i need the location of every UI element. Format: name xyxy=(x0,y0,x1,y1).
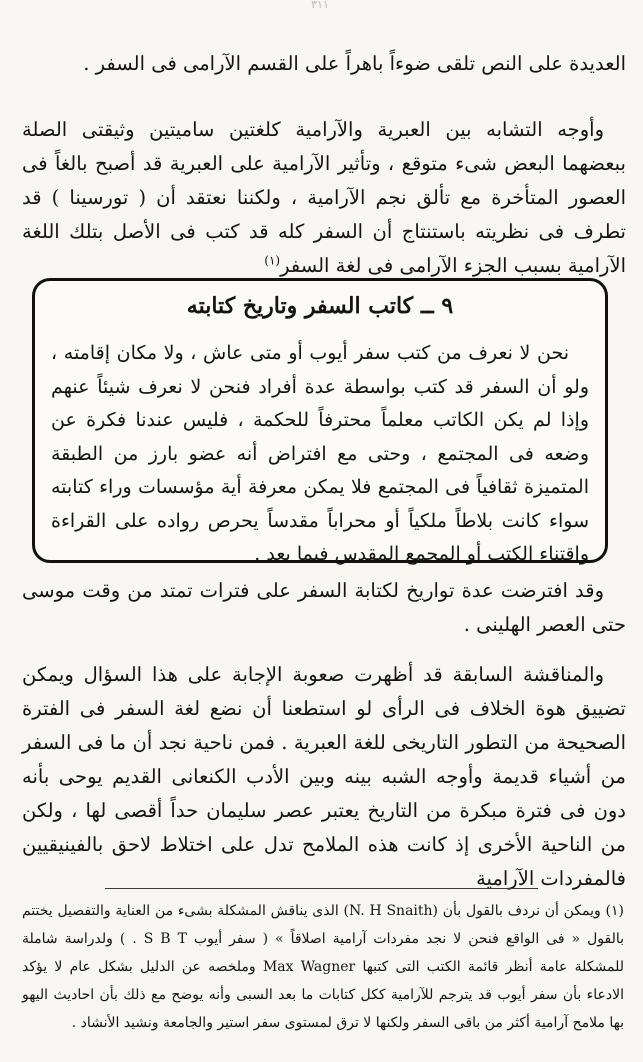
footnote-text-2: الذى يناقش المشكلة بشىء من العناية والتفصيل يختتم بالقول « فى الواقع فنحن لا نجد مفردات آرامية اصلاقاً » ( سفر أيوب xyxy=(22,903,624,947)
paragraph-language-discussion: والمناقشة السابقة قد أظهرت صعوبة الإجابة على هذا السؤال ويمكن تضييق هوة الخلاف فى الرأى لو استطعنا أن نضع لغة السفر فى الفترة الصحيحة من التطور التاريخى للغة العبرية . فمن ناحية نجد أن ما فى السفر من أشياء قديمة وأوجه الشبه بينه وبين الأدب الكنعانى القديم يوحى بأنه دون فى فترة مبكرة من التاريخ يعتبر عصر سليمان حداً أقصى لها ، ولكن من الناحية الأخرى إذ كانت هذه الملامح تدل على اختلاط لاحق بالفينيقيين فالمفردات الآرامية xyxy=(22,663,626,890)
footnote-author-snaith: (N. H Snaith) xyxy=(343,903,438,919)
footnote-text-4: وملخصه عن الدليل بشكل عام لا يؤكد الادعاء بأن سفر أيوب قد يترجم للآرامية ككل كتابات ما بعد السبى وأنه يوضح مع ذلك بأن احاديث اليهو بها ملامح آرامية أكثر من باقى السفر ولكنها لا ترق لمستوى سفر استير والجامعة ونشيد الأنشاد . xyxy=(22,959,624,1031)
section-box-author-and-date xyxy=(32,278,608,563)
footnote-reference: (١) xyxy=(264,253,281,268)
footnote-text-3: . ) ولدراسة شاملة للمشكلة عامة أنظر قائمة الكتب التى كتبها xyxy=(22,931,624,975)
section-heading: ٩ ــ كاتب السفر وتاريخ كتابته xyxy=(186,293,454,319)
footnote-divider xyxy=(105,888,538,889)
paragraph-aramaic-similarity xyxy=(22,113,626,283)
paragraph-intro-end: العديدة على النص تلقى ضوءاً باهراً على القسم الآرامى فى السفر . xyxy=(83,52,626,75)
section-box-text: نحن لا نعرف من كتب سفر أيوب أو متى عاش ، ولا مكان إقامته ، ولو أن السفر قد كتب بواسطة عدة أفراد فنحن لا نعرف شيئاً عنهم وإذا لم يكن الكاتب معلماً محترفاً للحكمة ، فليس عندنا فكرة عن وضعه فى المجتمع ، وحتى مع افتراض أنه عضو بارز من الطبقة المتميزة ثقافياً فى المجتمع فلا يمكن معرفة أية مؤسسات وراء كتابته سواء كانت بلاطاً ملكياً أو محراباً مقدساً يحرص رواده على القراءة واقتناء الكتب أو المجمع المقدس فيما بعد . xyxy=(51,342,589,565)
paragraph-aramaic-similarity-text: وأوجه التشابه بين العبرية والآرامية كلغتين ساميتين وثيقتى الصلة ببعضهما البعض شىء متوقع ، وتأثير الآرامية على العبرية قد أصبح بالغاً فى العصور المتأخرة مع تألق نجم الآرامية ، ولكننا نعتقد أن ( تورسينا ) قد تطرف فى نظريته باستنتاج أن السفر كله قد كتب فى الأصل بتلك اللغة الآرامية بسبب الجزء الآرامى فى لغة السفر xyxy=(22,118,626,277)
page-number: ٣١١ xyxy=(311,0,329,11)
footnote-text-1: (١) ويمكن أن نردف بالقول بأن xyxy=(442,903,624,919)
footnote xyxy=(22,897,624,1037)
footnote-author-wagner: Max Wagner xyxy=(262,959,356,975)
footnote-series-sbt: S B T xyxy=(143,931,187,947)
paragraph-dating-theories: وقد افترضت عدة تواريخ لكتابة السفر على فترات تمتد من وقت موسى حتى العصر الهلينى . xyxy=(22,579,626,636)
